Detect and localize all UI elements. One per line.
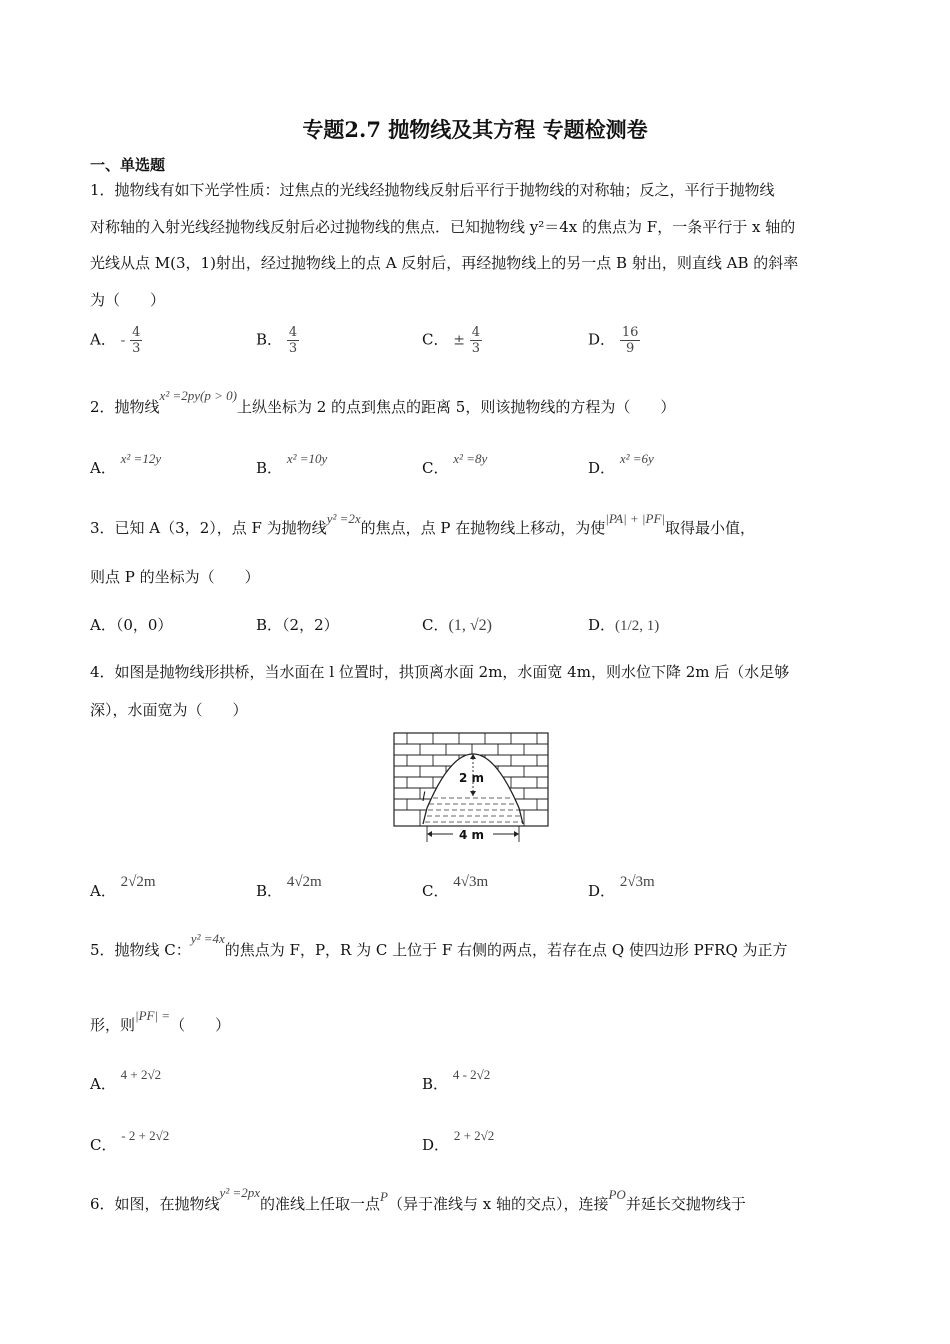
q4-option-c[interactable]: C． 4√3m [422, 874, 489, 900]
q4-line-1: 4．如图是抛物线形拱桥，当水面在 l 位置时，拱顶离水面 2m，水面宽 4m，则水位下降 2m 后（水足够 [90, 663, 790, 681]
q3-stem-line-2: 则点 P 的坐标为（ ） [90, 568, 260, 586]
section-heading: 一、单选题 [90, 156, 166, 174]
q4-option-a[interactable]: A． 2√2m [90, 874, 156, 900]
q4-line-2: 深），水面宽为（ ） [90, 701, 248, 719]
height-label: 2 m [459, 771, 485, 785]
page-title: 专题2.7 抛物线及其方程 专题检测卷 [302, 117, 648, 142]
q4-option-d[interactable]: D． 2√3m [588, 874, 655, 900]
q6-stem: 6．如图，在抛物线y² =2px的准线上任取一点P（异于准线与 x 轴的交点），连接PO并延长交抛物线于 [90, 1185, 746, 1213]
q3-option-d[interactable]: D．(1/2, 1) [588, 616, 660, 634]
q3-option-a[interactable]: A．（0，0） [90, 616, 173, 634]
width-label: 4 m [459, 828, 485, 842]
q2-option-c[interactable]: C． x² =8y [422, 451, 488, 477]
q4-option-b[interactable]: B． 4√2m [256, 874, 322, 900]
q2-option-b[interactable]: B． x² =10y [256, 451, 328, 477]
q5-stem-line-1: 5．抛物线 C：y² =4x的焦点为 F，P，R 为 C 上位于 F 右侧的两点，若存在点 Q 使四边形 PFRQ 为正方 [90, 931, 788, 959]
q5-option-a[interactable]: A． 4 + 2√2 [90, 1067, 162, 1093]
q2-stem: 2．抛物线x² =2py(p > 0)上纵坐标为 2 的点到焦点的距离 5，则该抛物线的方程为（ ） [90, 388, 676, 416]
q3-option-b[interactable]: B．（2，2） [256, 616, 339, 634]
q2-option-d[interactable]: D． x² =6y [588, 451, 654, 477]
q5-option-b[interactable]: B． 4 - 2√2 [422, 1067, 491, 1093]
q3-stem-line-1: 3．已知 A（3，2），点 F 为抛物线y² =2x的焦点，点 P 在抛物线上移动，为使|PA| + |PF|取得最小值， [90, 511, 755, 537]
q1-line-1: 1．抛物线有如下光学性质：过焦点的光线经抛物线反射后平行于抛物线的对称轴；反之，平行于抛物线 [90, 181, 775, 199]
q1-option-c[interactable]: C． ± $\frac{4}{3}$ [422, 325, 481, 356]
q1-line-4: 为（ ） [90, 291, 166, 309]
q3-option-c[interactable]: C．(1, √2) [422, 616, 492, 634]
q2-option-a[interactable]: A． x² =12y [90, 451, 162, 477]
arch-bridge-figure [393, 732, 549, 844]
q5-stem-line-2: 形，则|PF| =（ ） [90, 1008, 231, 1034]
q1-option-b[interactable]: B． $\frac{4}{3}$ [256, 325, 298, 356]
water-level-label: l [422, 790, 426, 804]
q1-option-a[interactable]: A． - $\frac{4}{3}$ [90, 325, 141, 356]
q1-line-3: 光线从点 M(3，1)射出，经过抛物线上的点 A 反射后，再经抛物线上的另一点 B 射出，则直线 AB 的斜率 [90, 254, 799, 272]
q1-option-d[interactable]: D． $\frac{16}{9}$ [588, 325, 639, 356]
q5-option-d[interactable]: D． 2 + 2√2 [422, 1128, 495, 1154]
q1-line-2: 对称轴的入射光线经抛物线反射后必过抛物线的焦点．已知抛物线 y²＝4x 的焦点为 F，一条平行于 x 轴的 [90, 218, 796, 236]
water-surface [425, 798, 522, 822]
q5-option-c[interactable]: C． - 2 + 2√2 [90, 1128, 170, 1154]
